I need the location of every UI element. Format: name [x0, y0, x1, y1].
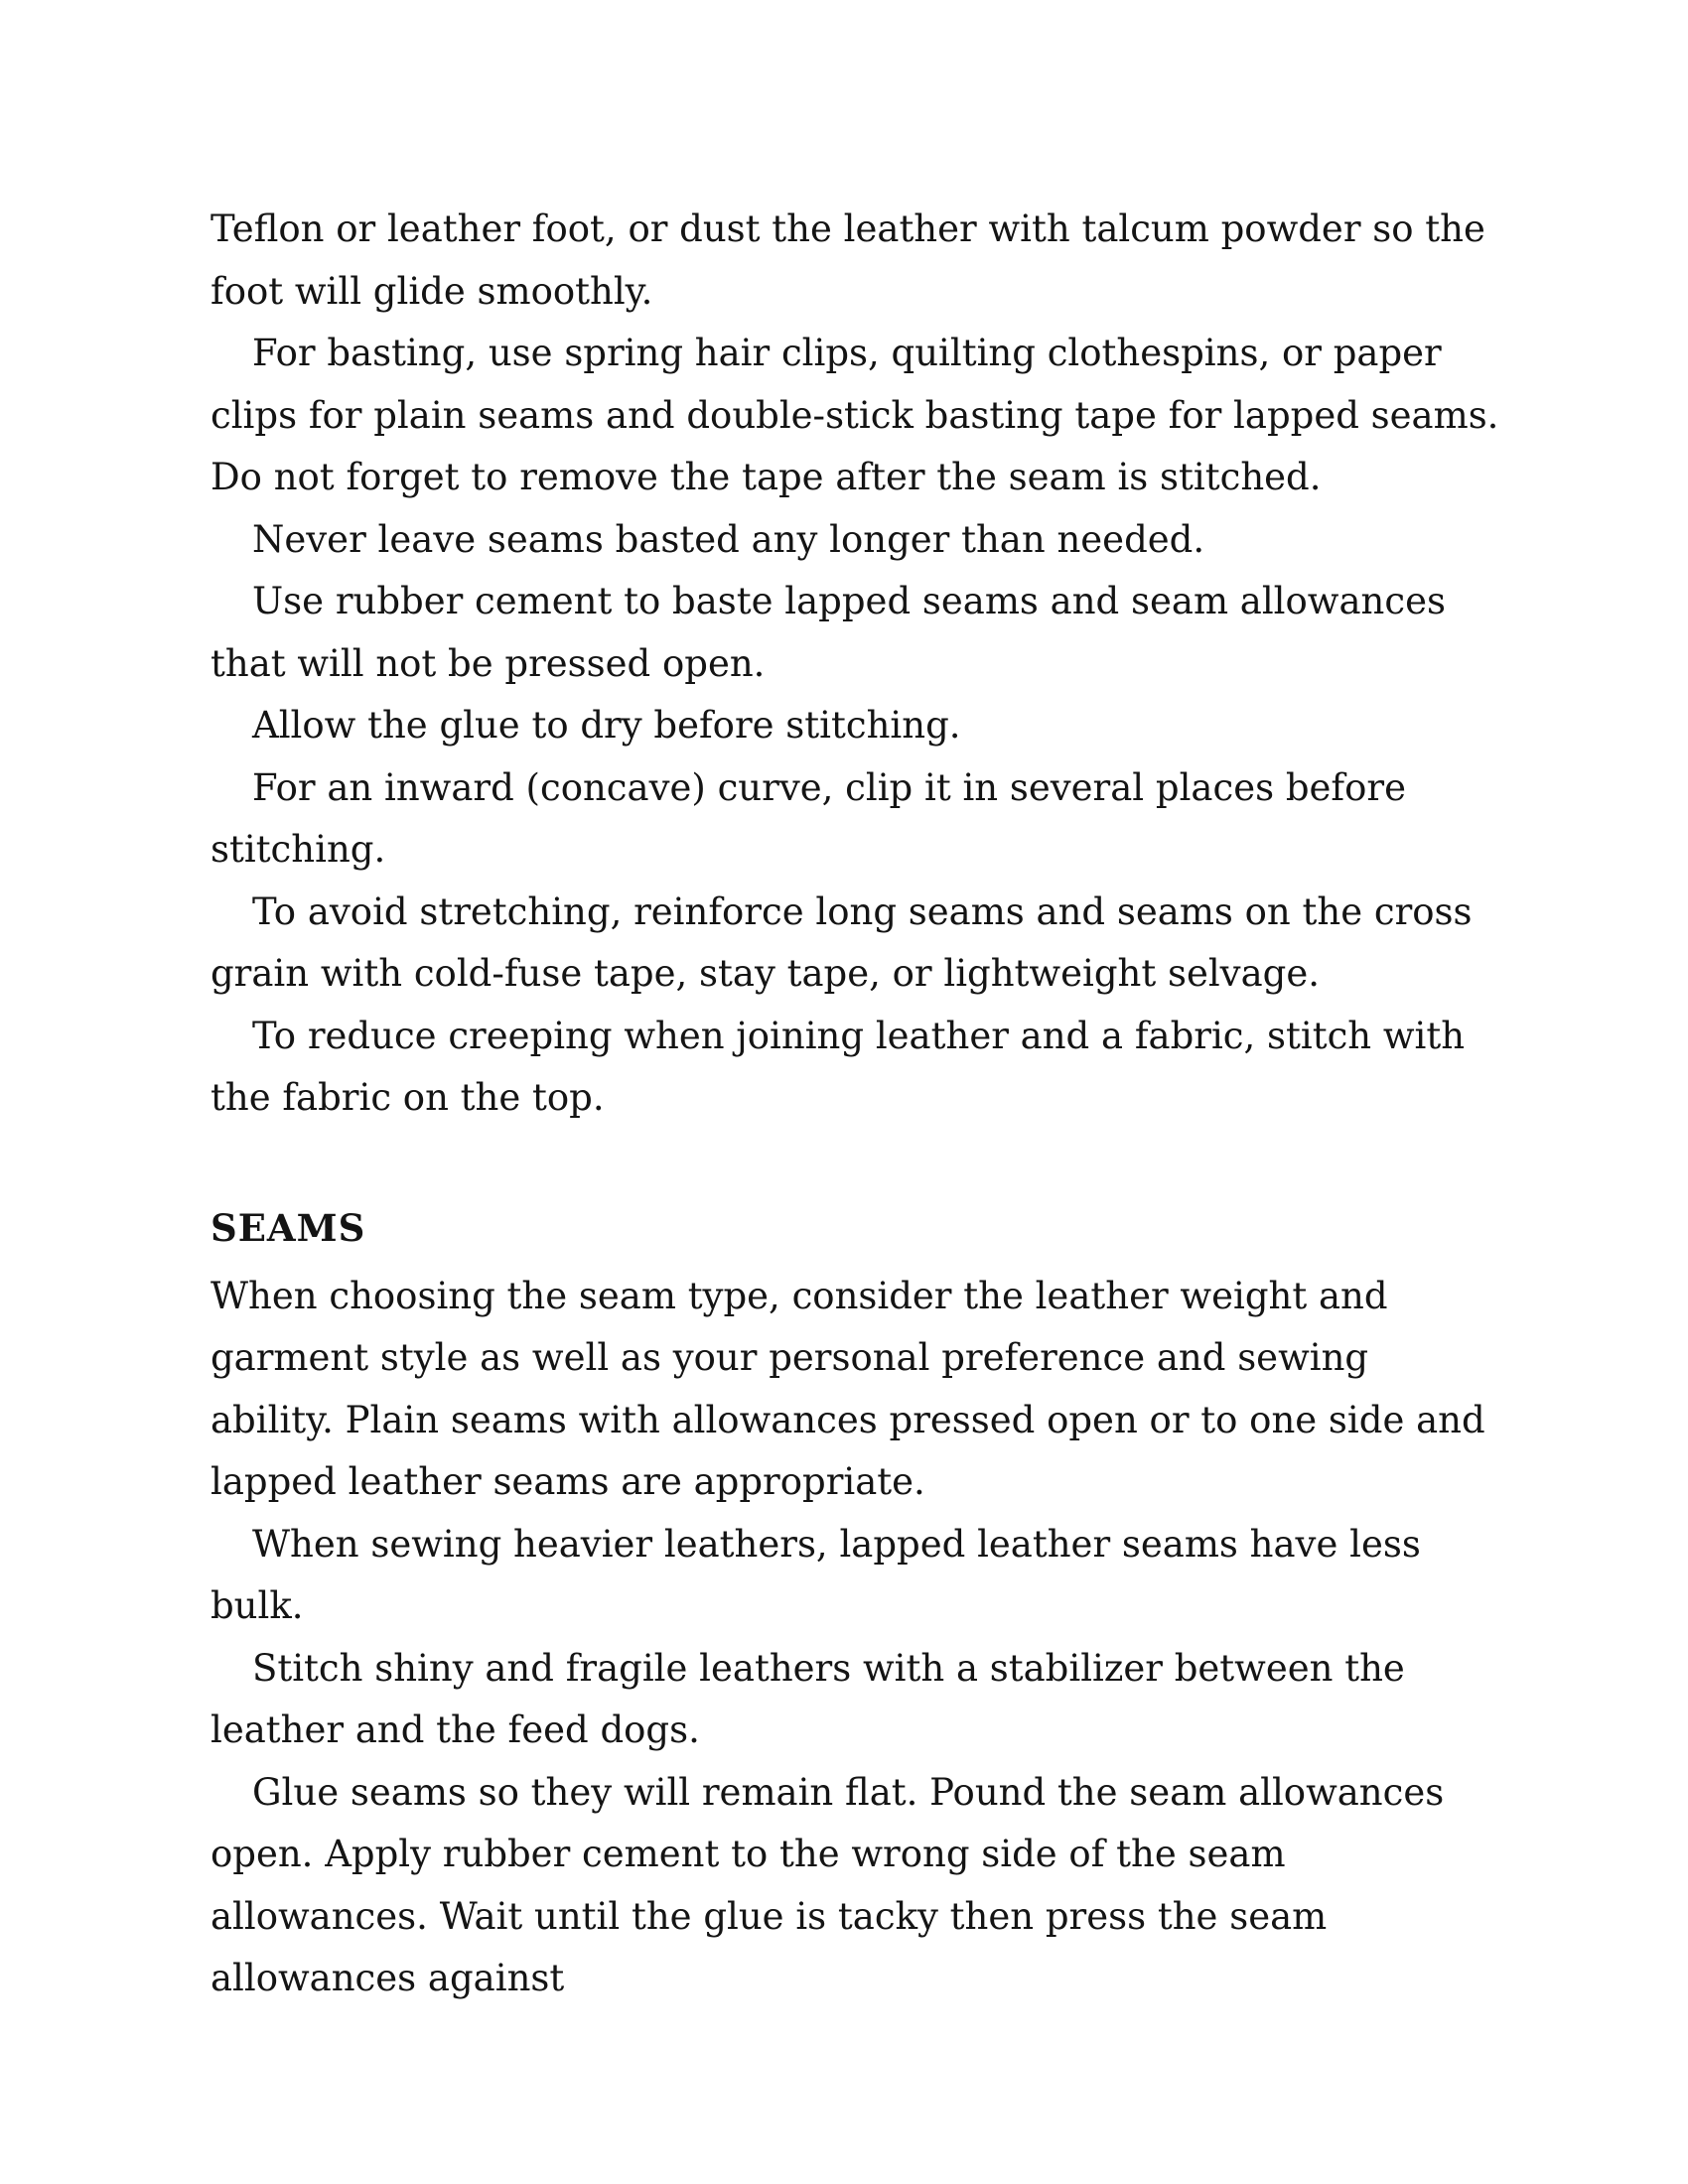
section-heading-seams: SEAMS [211, 1205, 366, 1250]
paragraph-foot-gliding: Teflon or leather foot, or dust the leather with talcum powder so the foot will glide smoothly. [211, 207, 1485, 313]
paragraph-avoid-stretching: To avoid stretching, reinforce long seams and seams on the cross grain with cold-fuse tape, stay tape, or lightweight selvage. [211, 889, 1473, 995]
paragraph-glue-seams: Glue seams so they will remain flat. Pound the seam allowances open. Apply rubber cement to the wrong side of the seam allowances. Wait until the glue is tacky then press the seam allowances against [211, 1770, 1445, 1999]
paragraph-concave-curve: For an inward (concave) curve, clip it in several places before stitching. [211, 765, 1406, 871]
paragraph-glue-dry: Allow the glue to dry before stitching. [252, 704, 961, 747]
paragraph-rubber-cement: Use rubber cement to baste lapped seams and seam allowances that will not be pressed open. [211, 580, 1446, 685]
paragraph-seam-type: When choosing the seam type, consider the leather weight and garment style as well as your personal preference and sewing ability. Plain seams with allowances pressed open or to one side and lapped leather seams are appropriate. [211, 1274, 1485, 1503]
paragraph-basting-clips: For basting, use spring hair clips, quilting clothespins, or paper clips for plain seams and double-stick basting tape for lapped seams. Do not forget to remove the tape after the seam is stitched. [211, 332, 1499, 498]
body-text [211, 199, 1501, 2010]
paragraph-reduce-creeping: To reduce creeping when joining leather and a fabric, stitch with the fabric on the top. [211, 1014, 1466, 1119]
paragraph-shiny-leathers: Stitch shiny and fragile leathers with a stabilizer between the leather and the feed dogs. [211, 1646, 1405, 1751]
paragraph-heavier-leathers: When sewing heavier leathers, lapped leather seams have less bulk. [211, 1522, 1421, 1627]
paragraph-basted-seams: Never leave seams basted any longer than needed. [252, 517, 1205, 561]
